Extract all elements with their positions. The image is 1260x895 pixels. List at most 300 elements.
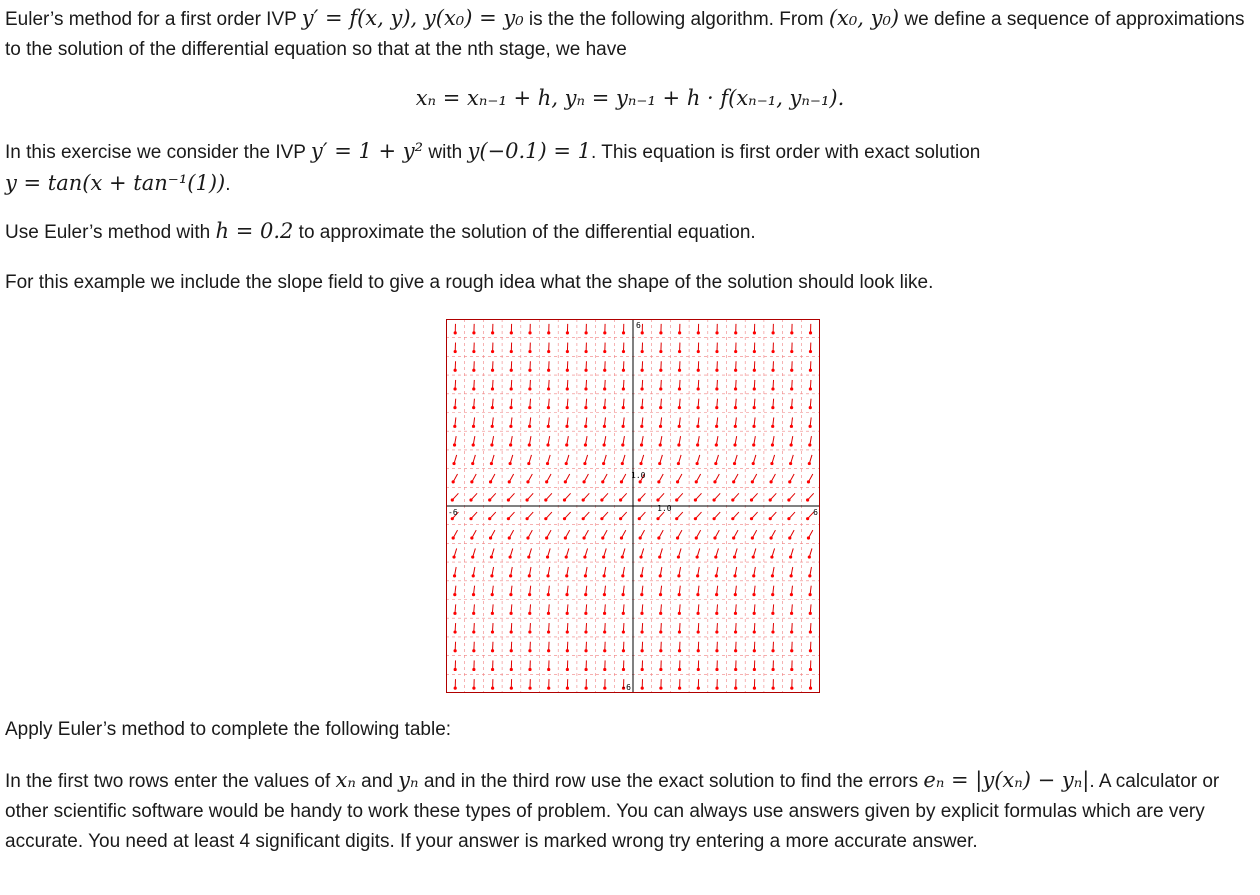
slope-dot: [491, 350, 494, 353]
slope-dot: [734, 649, 737, 652]
slope-dot: [490, 462, 493, 465]
slope-dot: [622, 350, 625, 353]
slope-dot: [601, 480, 604, 483]
slope-dot: [470, 480, 473, 483]
slope-dot: [472, 425, 475, 428]
slope-dot: [528, 612, 531, 615]
apply-instruction: Apply Euler’s method to complete the following table:: [5, 719, 452, 740]
slope-dot: [678, 593, 681, 596]
slope-dot: [620, 536, 623, 539]
slope-dot: [809, 331, 812, 334]
slope-dot: [771, 406, 774, 409]
slope-dot: [452, 536, 455, 539]
slope-dot: [603, 425, 606, 428]
slope-dot: [790, 612, 793, 615]
slope-dot: [659, 443, 662, 446]
slope-dot: [697, 630, 700, 633]
slope-dot: [472, 369, 475, 372]
slope-dot: [471, 462, 474, 465]
slope-dot: [528, 687, 531, 690]
slope-dot: [677, 462, 680, 465]
slope-dot: [809, 668, 812, 671]
slope-dot: [565, 425, 568, 428]
slope-dot: [734, 331, 737, 334]
slope-dot: [546, 555, 549, 558]
slope-dot: [565, 555, 568, 558]
slope-dot: [472, 406, 475, 409]
slope-dot: [472, 350, 475, 353]
slope-dot: [528, 406, 531, 409]
slope-dot: [809, 593, 812, 596]
slope-dot: [769, 536, 772, 539]
slope-dot: [771, 425, 774, 428]
slope-dot: [676, 480, 679, 483]
slope-dot: [807, 480, 810, 483]
slope-dot: [790, 369, 793, 372]
slope-dot: [677, 555, 680, 558]
slope-dot: [790, 574, 793, 577]
slope-dot: [603, 443, 606, 446]
slope-dot: [659, 687, 662, 690]
slope-dot: [678, 630, 681, 633]
slope-dot: [771, 369, 774, 372]
slope-dot: [659, 593, 662, 596]
slope-dot: [808, 462, 811, 465]
slope-dot: [694, 498, 697, 501]
slope-dot: [678, 406, 681, 409]
slope-dot: [732, 480, 735, 483]
slope-dot: [491, 369, 494, 372]
slope-dot: [678, 687, 681, 690]
slope-dot: [453, 425, 456, 428]
slope-dot: [790, 350, 793, 353]
slope-dot: [640, 630, 643, 633]
slope-dot: [734, 406, 737, 409]
slope-dot: [471, 555, 474, 558]
slope-dot: [451, 517, 454, 520]
slope-dot: [527, 462, 530, 465]
slope-dot: [566, 331, 569, 334]
slope-dot: [787, 517, 790, 520]
slope-dot: [472, 612, 475, 615]
slope-dot: [659, 649, 662, 652]
slope-dot: [452, 555, 455, 558]
slope-dot: [790, 406, 793, 409]
label-x-tick: 1.0: [657, 504, 672, 513]
slope-dot: [621, 443, 624, 446]
slope-dot: [640, 387, 643, 390]
slope-dot: [564, 480, 567, 483]
slope-dot: [509, 593, 512, 596]
slope-dot: [697, 369, 700, 372]
slope-dot: [715, 331, 718, 334]
slope-dot: [753, 687, 756, 690]
slope-dot: [694, 517, 697, 520]
slope-dot: [491, 331, 494, 334]
slope-field-arrows: [451, 324, 814, 690]
slope-dot: [656, 498, 659, 501]
slope-dot: [790, 443, 793, 446]
slope-dot: [790, 387, 793, 390]
slope-dot: [584, 630, 587, 633]
slope-dot: [790, 630, 793, 633]
slope-dot: [510, 649, 513, 652]
slope-dot: [658, 555, 661, 558]
slope-dot: [769, 517, 772, 520]
slope-dot: [584, 668, 587, 671]
slope-dot: [547, 630, 550, 633]
slope-dot: [734, 369, 737, 372]
slope-dot: [509, 555, 512, 558]
slope-dot: [547, 425, 550, 428]
slope-dot: [771, 668, 774, 671]
slope-dot: [639, 536, 642, 539]
slope-dot: [453, 574, 456, 577]
use-text-1: Use Euler’s method with: [5, 222, 216, 243]
slope-dot: [640, 593, 643, 596]
slope-dot: [528, 593, 531, 596]
slope-dot: [659, 387, 662, 390]
slope-dot: [566, 687, 569, 690]
slope-dot: [640, 574, 643, 577]
slope-dot: [528, 350, 531, 353]
slope-dot: [659, 630, 662, 633]
slope-dot: [771, 649, 774, 652]
slope-dot: [790, 649, 793, 652]
slope-dot: [753, 387, 756, 390]
slope-dot: [715, 387, 718, 390]
slope-dot: [713, 498, 716, 501]
slope-dot: [771, 350, 774, 353]
slope-dot: [695, 480, 698, 483]
slope-dot: [585, 331, 588, 334]
slope-dot: [696, 462, 699, 465]
slope-dot: [678, 668, 681, 671]
slope-dot: [584, 443, 587, 446]
slope-dot: [566, 369, 569, 372]
slope-field-svg: [446, 319, 820, 693]
slope-dot: [772, 687, 775, 690]
slope-dot: [509, 406, 512, 409]
slope-dot: [510, 350, 513, 353]
slope-dot: [510, 687, 513, 690]
slope-dot: [600, 517, 603, 520]
slope-dot: [622, 630, 625, 633]
slope-dot: [510, 369, 513, 372]
slope-dot: [771, 593, 774, 596]
label-y-max: 6: [636, 321, 641, 330]
slope-dot: [451, 498, 454, 501]
slope-dot: [715, 612, 718, 615]
slope-dot: [696, 555, 699, 558]
slope-dot: [584, 425, 587, 428]
exact-solution-formula: y = tan(x + tan⁻¹(1)): [5, 171, 226, 195]
slope-dot: [639, 555, 642, 558]
slope-dot: [546, 443, 549, 446]
slope-dot: [733, 555, 736, 558]
slope-dot: [656, 517, 659, 520]
slope-dot: [563, 517, 566, 520]
slope-dot: [753, 350, 756, 353]
slope-dot: [714, 555, 717, 558]
slope-dot: [733, 574, 736, 577]
slope-dot: [790, 425, 793, 428]
slope-dot: [528, 443, 531, 446]
slope-dot: [731, 517, 734, 520]
slope-dot: [454, 687, 457, 690]
slope-dot: [622, 331, 625, 334]
slope-dot: [790, 593, 793, 596]
slope-dot: [491, 668, 494, 671]
slope-dot: [565, 574, 568, 577]
slope-dot: [715, 574, 718, 577]
slope-dot: [603, 350, 606, 353]
slope-dot: [582, 498, 585, 501]
slope-dot: [751, 480, 754, 483]
slope-dot: [713, 480, 716, 483]
slope-dot: [585, 687, 588, 690]
slope-dot: [734, 387, 737, 390]
slope-dot: [547, 668, 550, 671]
slope-dot: [453, 593, 456, 596]
slope-dot: [678, 369, 681, 372]
slope-dot: [697, 687, 700, 690]
slope-dot: [453, 387, 456, 390]
slope-dot: [452, 480, 455, 483]
slope-dot: [584, 369, 587, 372]
slope-dot: [697, 350, 700, 353]
label-y-tick: 1.0: [631, 470, 646, 480]
slope-dot: [771, 387, 774, 390]
slope-dot: [659, 350, 662, 353]
slope-dot: [753, 406, 756, 409]
slope-dot: [584, 350, 587, 353]
slope-dot: [603, 387, 606, 390]
slope-dot: [622, 425, 625, 428]
label-x-max: 6: [813, 508, 818, 517]
slope-dot: [584, 593, 587, 596]
slope-dot: [547, 369, 550, 372]
slope-dot: [657, 536, 660, 539]
table-instructions: [5, 765, 1250, 857]
slope-dot: [715, 406, 718, 409]
slope-dot: [790, 687, 793, 690]
slope-dot: [678, 425, 681, 428]
slope-dot: [640, 406, 643, 409]
slope-dot: [715, 687, 718, 690]
slope-dot: [788, 536, 791, 539]
slope-dot: [790, 331, 793, 334]
slope-dot: [659, 574, 662, 577]
slope-dot: [583, 555, 586, 558]
xn-symbol: xₙ: [335, 768, 356, 792]
slope-dot: [678, 649, 681, 652]
slope-dot: [603, 687, 606, 690]
slope-dot: [715, 369, 718, 372]
slope-dot: [639, 480, 642, 483]
slope-dot: [620, 480, 623, 483]
slope-dot: [603, 668, 606, 671]
slope-dot: [697, 331, 700, 334]
slope-dot: [771, 630, 774, 633]
slope-dot: [659, 331, 662, 334]
slope-dot: [752, 462, 755, 465]
slope-dot: [491, 612, 494, 615]
slope-dot: [659, 369, 662, 372]
slope-dot: [490, 443, 493, 446]
slope-dot: [641, 350, 644, 353]
slope-dot: [583, 462, 586, 465]
slope-dot: [507, 517, 510, 520]
slope-dot: [528, 331, 531, 334]
slope-dot: [453, 443, 456, 446]
slope-dot: [491, 630, 494, 633]
slope-dot: [526, 517, 529, 520]
slope-dot: [640, 443, 643, 446]
slope-dot: [790, 668, 793, 671]
slope-dot: [622, 649, 625, 652]
slope-dot: [753, 369, 756, 372]
ivp-text-3: . This equation is first order with exact solution: [591, 142, 981, 163]
slope-dot: [454, 331, 457, 334]
slope-dot: [641, 687, 644, 690]
slope-dot: [734, 425, 737, 428]
slope-dot: [491, 649, 494, 652]
ivp-text-4: .: [225, 174, 231, 195]
slope-dot: [470, 536, 473, 539]
slope-dot: [622, 612, 625, 615]
slope-dot: [715, 443, 718, 446]
slope-dot: [472, 443, 475, 446]
slope-dot: [565, 593, 568, 596]
slope-dot: [491, 687, 494, 690]
slope-dot: [750, 498, 753, 501]
slope-dot: [566, 668, 569, 671]
slope-dot: [622, 668, 625, 671]
slope-dot: [622, 406, 625, 409]
slope-dot: [641, 331, 644, 334]
slope-dot: [752, 593, 755, 596]
slope-dot: [544, 498, 547, 501]
slope-dot: [528, 425, 531, 428]
slope-dot: [675, 517, 678, 520]
slope-dot: [640, 612, 643, 615]
slope-dot: [509, 443, 512, 446]
slope-dot: [657, 480, 660, 483]
slope-dot: [526, 536, 529, 539]
slope-dot: [809, 350, 812, 353]
slope-dot: [509, 612, 512, 615]
slope-dot: [582, 480, 585, 483]
slope-dot: [545, 536, 548, 539]
slope-dot: [601, 536, 604, 539]
slope-dot: [622, 593, 625, 596]
slope-dot: [566, 406, 569, 409]
intro-text-3: we define a sequence of approximations to the solution of the differential equation so that at the nth stage, we have: [5, 9, 1245, 60]
slope-dot: [602, 555, 605, 558]
instr-text-4: . A calculator or other scientific software would be handy to work these types of problem. You can always use answers given by explicit formulas which are very accurate. You need at least 4 significant digits. If your answer is marked wrong try entering a more accurate answer.: [5, 771, 1220, 852]
slope-dot: [638, 517, 641, 520]
slope-dot: [566, 350, 569, 353]
slope-dot: [809, 406, 812, 409]
slope-dot: [806, 498, 809, 501]
slope-dot: [565, 462, 568, 465]
slope-dot: [584, 387, 587, 390]
error-formula: eₙ = |y(xₙ) − yₙ|: [923, 768, 1090, 792]
slope-dot: [584, 612, 587, 615]
slope-dot: [752, 425, 755, 428]
slope-dot: [734, 350, 737, 353]
slope-dot: [696, 406, 699, 409]
slope-dot: [454, 350, 457, 353]
slope-dot: [770, 462, 773, 465]
slope-dot: [472, 668, 475, 671]
slope-dot: [566, 387, 569, 390]
slope-dot: [490, 574, 493, 577]
slope-dot: [619, 498, 622, 501]
slope-dot: [509, 462, 512, 465]
slope-dot: [547, 387, 550, 390]
slope-dot: [696, 443, 699, 446]
slope-dot: [753, 668, 756, 671]
slope-dot: [547, 649, 550, 652]
instr-text-2: and: [355, 771, 399, 792]
slope-dot: [490, 555, 493, 558]
slope-dot: [659, 612, 662, 615]
slope-dot: [715, 350, 718, 353]
slope-dot: [733, 443, 736, 446]
slope-dot: [697, 668, 700, 671]
slope-dot: [659, 425, 662, 428]
slope-dot: [509, 425, 512, 428]
slope-dot: [603, 649, 606, 652]
slope-dot: [488, 498, 491, 501]
instr-text-3: and in the third row use the exact solution to find the errors: [418, 771, 924, 792]
slope-dot: [641, 649, 644, 652]
slope-dot: [641, 369, 644, 372]
slope-dot: [696, 593, 699, 596]
slope-dot: [806, 517, 809, 520]
slope-dot: [678, 387, 681, 390]
slope-dot: [809, 687, 812, 690]
slope-dot: [563, 498, 566, 501]
slope-dot: [472, 630, 475, 633]
slope-dot: [732, 536, 735, 539]
slope-dot: [584, 406, 587, 409]
slope-dot: [509, 574, 512, 577]
slope-dot: [713, 536, 716, 539]
slope-field-note: For this example we include the slope field to give a rough idea what the shape of the solution should look like.: [5, 272, 934, 293]
slope-dot: [454, 369, 457, 372]
slope-dot: [510, 331, 513, 334]
slope-dot: [752, 443, 755, 446]
intro-paragraph: [5, 3, 1250, 65]
slope-dot: [675, 498, 678, 501]
slope-dot: [771, 443, 774, 446]
slope-dot: [714, 462, 717, 465]
slope-dot: [677, 574, 680, 577]
slope-dot: [696, 612, 699, 615]
slope-dot: [734, 630, 737, 633]
slope-dot: [659, 668, 662, 671]
slope-dot: [713, 517, 716, 520]
slope-dot: [619, 517, 622, 520]
slope-dot: [488, 517, 491, 520]
slope-dot: [510, 630, 513, 633]
slope-dot: [528, 668, 531, 671]
slope-dot: [452, 462, 455, 465]
slope-dot: [807, 536, 810, 539]
